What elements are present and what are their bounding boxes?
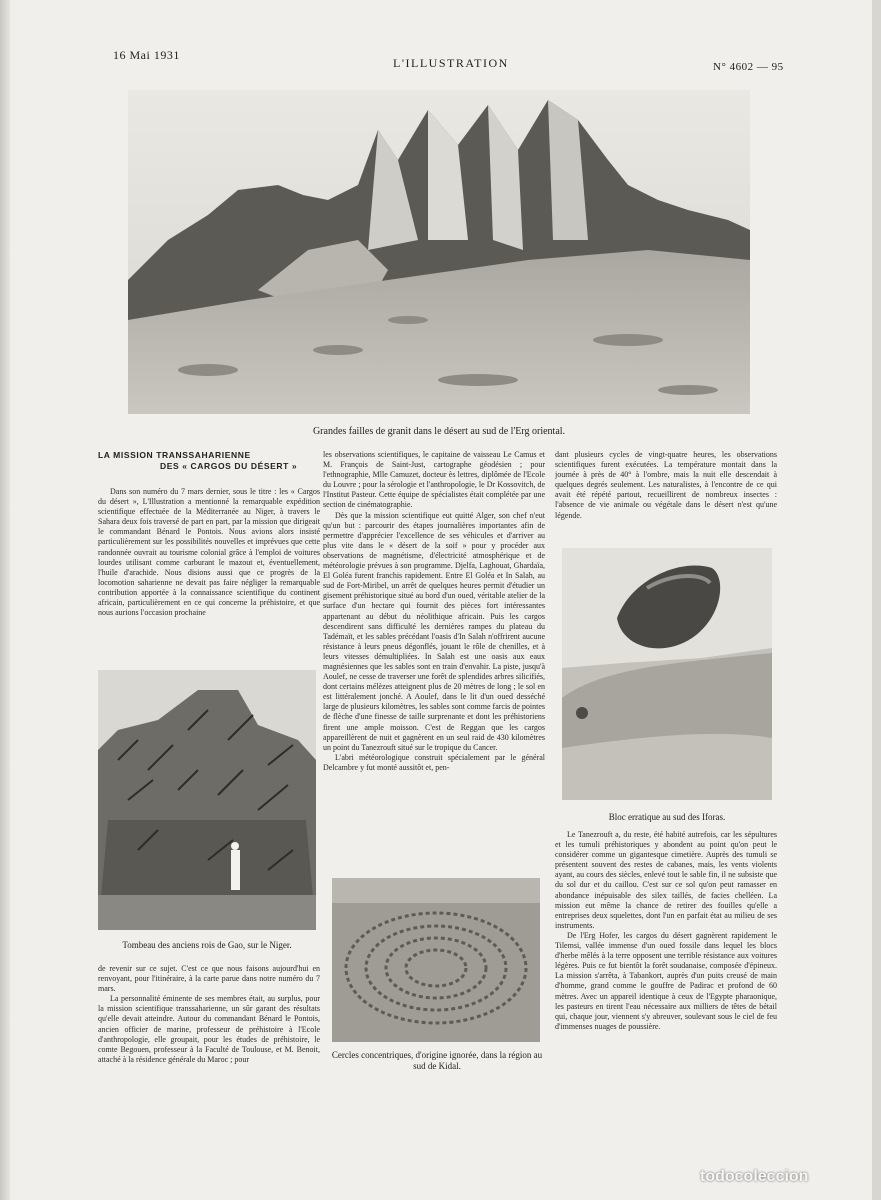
article-column-1-bottom [98,964,320,1084]
article-title-line2: DES « CARGOS DU DÉSERT » [160,461,298,471]
paragraph: Dans son numéro du 7 mars dernier, sous le titre : les « Cargos du désert », L'Illustration a mentionné la remarquable expédition scientifique effectuée de la Méditerranée au Niger, à travers le Sahara deux fois traversé de part en part, par la mission que dirigeait le commandant Bénard le Pontois. Nous avions alors insisté particulièrement sur les possibilités nouvelles et imprévues que cette randonnée ouvrait au tourisme colonial grâce à l'emploi de voitures lourdes utilisant comme carburant le mazout et, éventuellement, l'huile d'arachide. Nous disions aussi que ce progrès de la locomotion saharienne ne devait pas faire négliger la remarquable contribution apportée à la connaissance scientifique du continent africain, particulièrement en ce qui concerne la préhistoire, et que nous aurions l'occasion prochaine [98,487,320,618]
magazine-page [10,0,872,1200]
paragraph: L'abri météorologique construit spécialement par le général Delcambre y fut monté aussitôt et, pen- [323,752,545,772]
erratic-boulder-photo [562,548,772,800]
article-column-2 [323,450,545,868]
article-column-1-top [98,487,320,667]
issue-number: N° 4602 — 95 [713,61,784,73]
granite-faults-photo [128,90,750,414]
article-column-3-top [555,450,777,540]
paragraph: dant plusieurs cycles de vingt-quatre heures, les observations scientifiques furent exécutées. La température montait dans la journée à près de 40° à l'ombre, mais la nuit elle descendait à quelques degrés seulement. Les naturalistes, à l'encontre de ce qui avait été répété partout, recueillirent de nombreux insectes : l'absence de vie animale ou végétale dans le désert n'est qu'une légende. [555,450,777,520]
issue-date: 16 Mai 1931 [113,48,180,62]
gao-tomb-photo [98,670,316,930]
page-edge [0,0,10,1200]
boulder-photo-caption: Bloc erratique au sud des Iforas. [608,812,726,822]
watermark [700,1168,808,1186]
article-column-3-bottom [555,830,777,1090]
watermark-text: todocoleccion [700,1168,809,1185]
circles-photo-caption: Cercles concentriques, d'origine ignorée, dans la région au sud de Kidal. [331,1050,543,1071]
top-photo-caption: Grandes failles de granit dans le désert au sud de l'Erg oriental. [312,426,566,437]
paragraph: Le Tanezrouft a, du reste, été habité autrefois, car les sépultures et les tumuli préhistoriques y abondent au point qu'on peut le considérer comme un gigantesque cimetière. Auprès des tumuli se présentent souvent des restes de cabanes, mais, les vents violents ayant, au cours des siècles, enlevé tout le sable fin, il ne subsiste que du sol dur et du caillou. C'est sur ce sol qu'on peut ramasser en abondance inépuisable des silex taillés, de facies chelléen. La mission eut même la chance de retirer des fouilles qu'elle a entreprises deux squelettes, dont l'un en parfait état au milieu de ses instruments. [555,830,777,930]
tomb-photo-caption: Tombeau des anciens rois de Gao, sur le Niger. [122,940,292,950]
paragraph: La personnalité éminente de ses membres était, au surplus, pour la mission scientifique transsaharienne, un sûr garant des résultats qu'elle devait atteindre. Autour du commandant Bénard le Pontois, ancien officier de marine, professeur de préhistoire à l'Ecole d'anthropologie, elle groupait, pour les études de préhistoire, le comte Begouen, professeur à la Faculté de Toulouse, et M. Benoit, attaché à la résidence générale du Maroc ; pour [98,994,320,1064]
concentric-circles-photo [332,878,540,1042]
paragraph: de revenir sur ce sujet. C'est ce que nous faisons aujourd'hui en renvoyant, pour l'itinéraire, à la carte parue dans notre numéro du 7 mars. [98,964,320,994]
magazine-title: L'ILLUSTRATION [393,56,509,70]
paragraph: Dès que la mission scientifique eut quitté Alger, son chef n'eut qu'un but : parcourir des étapes journalières importantes afin de permettre d'apprécier l'excellence de ses véhicules et d'arriver au plus vite dans le « désert de la soif » pour y procéder aux observations de magnétisme, d'électricité atmosphérique et de météorologie prévues à son programme. Djelfa, Laghouat, Ghardaïa, El Goléa furent franchis rapidement. Entre El Goléa et In Salah, au sud de Fort-Miribel, un arrêt de quelques heures permit d'étudier un gisement préhistorique situé au bord d'un oued, véritable atelier de la surface d'un hectare qui fournit des pièces fort intéressantes appartenant au début du néolithique africain. Puis les cargos descendirent sans difficulté les dernières rampes du plateau du Tadémaït, et les sables précédant l'oasis d'In Salah n'offrirent aucune résistance à leurs pneus dégonflés, jouant le rôle de chenilles, et à leurs vitesses démultipliées. In Salah est une oasis aux eaux magnésiennes que les sables sont en train d'envahir. La piste, jusqu'à Aoulef, ne cesse de traverser une forêt de splendides arbres silicifiés, dont certains mélèzes atteignent plus de 20 mètres de long ; le sol en est littéralement jonché. A Aoulef, dans le lit d'un oued desséché large de plusieurs kilomètres, les sables sont comme farcis de pointes de flèche d'une finesse de taille surprenante et dont les préhistoriens firent une ample moisson. C'est de Reggan que les cargos appareillèrent de nuit et gagnèrent en un seul raid de 430 kilomètres un point du Tanezrouft situé sur le tropique du Cancer. [323,510,545,752]
paragraph: De l'Erg Hofer, les cargos du désert gagnèrent rapidement le Tilemsi, vallée immense d'un oued fossile dans lequel les blocs d'herbe mêlés à la terre opposent une terrible résistance aux voitures légères. Puis ce fut bientôt la forêt soudanaise, composée d'épineux. La mission s'arrêta, à Tabankort, auprès d'un puits creusé de main d'homme, grand comme le gouffre de Padirac et profond de 60 mètres. Avec un appareil identique à ceux de l'Egypte pharaonique, les pasteurs en tirent l'eau nécessaire aux milliers de têtes de bétail qui, chaque jour, viennent s'y abreuver, soulevant sous le ciel de feu d'immenses nuages de poussière. [555,930,777,1031]
paragraph: les observations scientifiques, le capitaine de vaisseau Le Camus et M. François de Saint-Just, cartographe géodésien ; pour l'ethnographie, Mlle Camuzet, docteur ès lettres, diplômée de l'Ecole du Louvre ; pour la sérologie et l'anthropologie, le Dr Kossovitch, de l'Institut Pasteur. Cette équipe de spécialistes était complétée par une section de cinématographie. [323,450,545,510]
article-title-line1: LA MISSION TRANSSAHARIENNE [98,450,251,460]
